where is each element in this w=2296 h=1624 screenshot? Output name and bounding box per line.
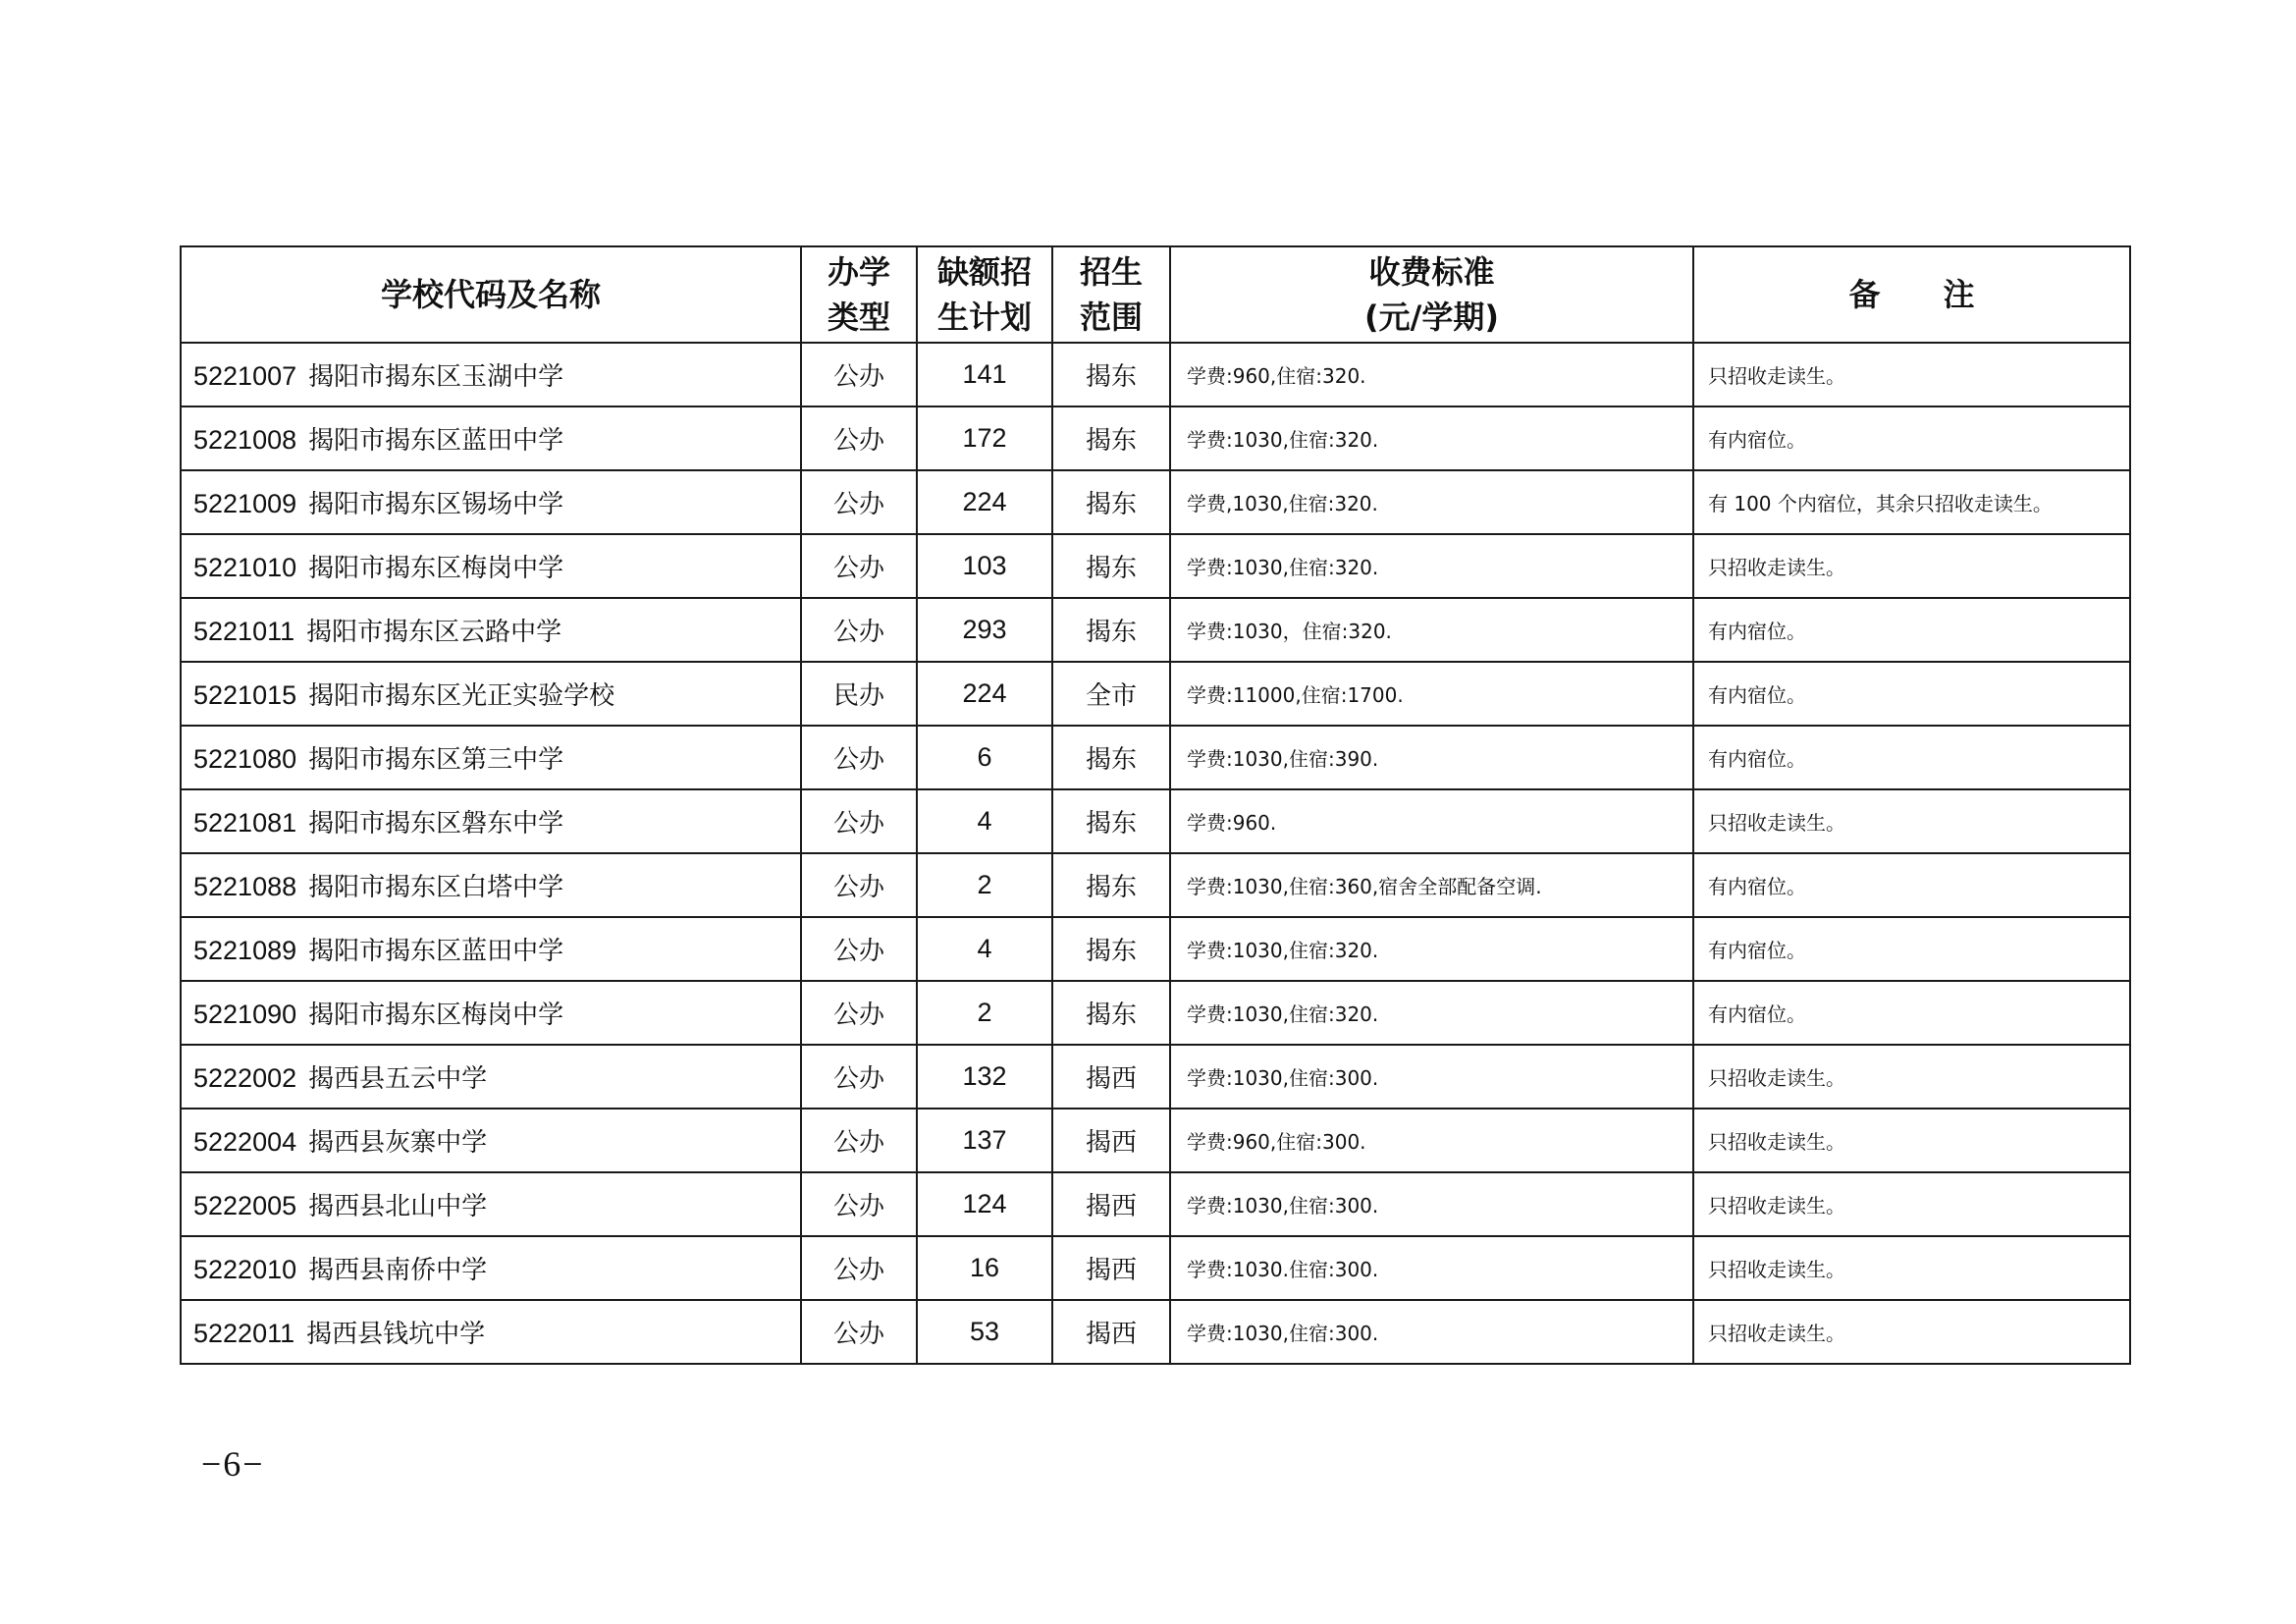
note-cell: 只招收走读生。 (1693, 1109, 2130, 1172)
note-cell: 有内宿位。 (1693, 726, 2130, 789)
range-cell: 揭西 (1052, 1045, 1170, 1109)
type-cell: 公办 (801, 1236, 917, 1300)
range-cell: 揭西 (1052, 1109, 1170, 1172)
school-cell (181, 598, 801, 662)
fee-cell: 学费:960,住宿:320. (1170, 343, 1693, 406)
fee-cell: 学费:1030.住宿:300. (1170, 1236, 1693, 1300)
school-cell (181, 981, 801, 1045)
type-cell: 公办 (801, 1109, 917, 1172)
school-code: 5222010 (193, 1255, 297, 1284)
fee-cell: 学费:1030，住宿:320. (1170, 598, 1693, 662)
note-cell: 有内宿位。 (1693, 662, 2130, 726)
header-row (181, 246, 2130, 343)
table-row (181, 789, 2130, 853)
range-cell: 揭东 (1052, 406, 1170, 470)
range-cell: 揭东 (1052, 534, 1170, 598)
note-cell: 只招收走读生。 (1693, 789, 2130, 853)
quota-cell: 172 (917, 406, 1052, 470)
quota-cell: 2 (917, 853, 1052, 917)
note-cell: 有 100 个内宿位，其余只招收走读生。 (1693, 470, 2130, 534)
school-name: 揭阳市揭东区梅岗中学 (308, 1001, 564, 1030)
header-quota: 缺额招 生计划 (917, 246, 1052, 343)
school-name: 揭阳市揭东区蓝田中学 (308, 426, 564, 456)
quota-cell: 53 (917, 1300, 1052, 1364)
school-code: 5222005 (193, 1191, 297, 1220)
quota-cell: 4 (917, 789, 1052, 853)
school-name: 揭阳市揭东区蓝田中学 (308, 937, 564, 966)
school-cell (181, 1300, 801, 1364)
note-cell: 只招收走读生。 (1693, 343, 2130, 406)
school-code: 5221080 (193, 744, 297, 774)
school-code: 5221089 (193, 936, 297, 965)
quota-cell: 103 (917, 534, 1052, 598)
table-row (181, 662, 2130, 726)
school-code: 5221088 (193, 872, 297, 901)
fee-cell: 学费:1030,住宿:320. (1170, 981, 1693, 1045)
fee-cell: 学费:960,住宿:300. (1170, 1109, 1693, 1172)
type-cell: 公办 (801, 470, 917, 534)
table-row (181, 343, 2130, 406)
quota-cell: 16 (917, 1236, 1052, 1300)
enrollment-table (180, 245, 2131, 1365)
school-cell (181, 853, 801, 917)
school-code: 5222002 (193, 1063, 297, 1093)
fee-cell: 学费:11000,住宿:1700. (1170, 662, 1693, 726)
quota-cell: 137 (917, 1109, 1052, 1172)
school-name: 揭阳市揭东区锡场中学 (308, 490, 564, 519)
note-cell: 只招收走读生。 (1693, 534, 2130, 598)
school-code: 5221009 (193, 489, 297, 518)
school-code: 5221015 (193, 680, 297, 710)
school-name: 揭阳市揭东区白塔中学 (308, 873, 564, 902)
quota-cell: 4 (917, 917, 1052, 981)
range-cell: 揭西 (1052, 1172, 1170, 1236)
table-row (181, 917, 2130, 981)
table-row (181, 1300, 2130, 1364)
school-cell (181, 1236, 801, 1300)
school-name: 揭阳市揭东区光正实验学校 (308, 681, 615, 711)
type-cell: 公办 (801, 789, 917, 853)
range-cell: 揭东 (1052, 470, 1170, 534)
school-name: 揭西县钱坑中学 (306, 1320, 486, 1349)
header-school-name: 学校代码及名称 (181, 246, 801, 343)
fee-cell: 学费,1030,住宿:320. (1170, 470, 1693, 534)
school-code: 5221008 (193, 425, 297, 455)
fee-cell: 学费:960. (1170, 789, 1693, 853)
type-cell: 公办 (801, 726, 917, 789)
school-code: 5221010 (193, 553, 297, 582)
school-cell (181, 917, 801, 981)
school-cell (181, 470, 801, 534)
note-cell: 只招收走读生。 (1693, 1172, 2130, 1236)
school-name: 揭阳市揭东区第三中学 (308, 745, 564, 775)
table-row (181, 853, 2130, 917)
type-cell: 公办 (801, 1045, 917, 1109)
type-cell: 公办 (801, 343, 917, 406)
school-name: 揭阳市揭东区云路中学 (306, 618, 562, 647)
quota-cell: 2 (917, 981, 1052, 1045)
fee-cell: 学费:1030,住宿:320. (1170, 917, 1693, 981)
quota-cell: 293 (917, 598, 1052, 662)
range-cell: 揭东 (1052, 917, 1170, 981)
note-cell: 只招收走读生。 (1693, 1300, 2130, 1364)
table-row (181, 1109, 2130, 1172)
quota-cell: 224 (917, 470, 1052, 534)
school-name: 揭西县南侨中学 (308, 1256, 488, 1285)
school-code: 5221090 (193, 1000, 297, 1029)
school-code: 5221007 (193, 361, 297, 391)
school-name: 揭阳市揭东区玉湖中学 (308, 362, 564, 392)
fee-cell: 学费:1030,住宿:320. (1170, 406, 1693, 470)
page-number: −6− (201, 1444, 265, 1484)
quota-cell: 224 (917, 662, 1052, 726)
note-cell: 只招收走读生。 (1693, 1236, 2130, 1300)
range-cell: 揭东 (1052, 726, 1170, 789)
table-row (181, 1236, 2130, 1300)
header-fee: 收费标准 (元/学期) (1170, 246, 1693, 343)
fee-cell: 学费:1030,住宿:300. (1170, 1045, 1693, 1109)
note-cell: 只招收走读生。 (1693, 1045, 2130, 1109)
type-cell: 公办 (801, 534, 917, 598)
table-row (181, 1172, 2130, 1236)
range-cell: 揭东 (1052, 598, 1170, 662)
quota-cell: 124 (917, 1172, 1052, 1236)
type-cell: 公办 (801, 917, 917, 981)
range-cell: 揭东 (1052, 789, 1170, 853)
note-cell: 有内宿位。 (1693, 853, 2130, 917)
school-code: 5222011 (193, 1319, 295, 1348)
school-cell (181, 343, 801, 406)
range-cell: 揭东 (1052, 981, 1170, 1045)
school-cell (181, 726, 801, 789)
header-type: 办学 类型 (801, 246, 917, 343)
header-range: 招生 范围 (1052, 246, 1170, 343)
school-cell (181, 1109, 801, 1172)
school-cell (181, 534, 801, 598)
fee-cell: 学费:1030,住宿:320. (1170, 534, 1693, 598)
table-row (181, 726, 2130, 789)
quota-cell: 6 (917, 726, 1052, 789)
type-cell: 公办 (801, 598, 917, 662)
note-cell: 有内宿位。 (1693, 598, 2130, 662)
table-row (181, 598, 2130, 662)
school-cell (181, 1045, 801, 1109)
school-code: 5221081 (193, 808, 297, 838)
table-body (181, 343, 2130, 1364)
range-cell: 揭东 (1052, 853, 1170, 917)
header-note: 备 注 (1693, 246, 2130, 343)
table-row (181, 534, 2130, 598)
school-cell (181, 1172, 801, 1236)
type-cell: 公办 (801, 1300, 917, 1364)
school-name: 揭阳市揭东区梅岗中学 (308, 554, 564, 583)
school-cell (181, 662, 801, 726)
school-name: 揭西县北山中学 (308, 1192, 488, 1221)
quota-cell: 141 (917, 343, 1052, 406)
school-cell (181, 406, 801, 470)
type-cell: 公办 (801, 1172, 917, 1236)
fee-cell: 学费:1030,住宿:360,宿舍全部配备空调. (1170, 853, 1693, 917)
table-row (181, 981, 2130, 1045)
note-cell: 有内宿位。 (1693, 917, 2130, 981)
quota-cell: 132 (917, 1045, 1052, 1109)
fee-cell: 学费:1030,住宿:390. (1170, 726, 1693, 789)
range-cell: 揭东 (1052, 343, 1170, 406)
table-row (181, 406, 2130, 470)
school-name: 揭西县灰寨中学 (308, 1128, 488, 1158)
type-cell: 公办 (801, 406, 917, 470)
school-cell (181, 789, 801, 853)
table-row (181, 470, 2130, 534)
type-cell: 公办 (801, 853, 917, 917)
range-cell: 揭西 (1052, 1236, 1170, 1300)
note-cell: 有内宿位。 (1693, 981, 2130, 1045)
fee-cell: 学费:1030,住宿:300. (1170, 1172, 1693, 1236)
school-code: 5221011 (193, 617, 295, 646)
school-name: 揭西县五云中学 (308, 1064, 488, 1094)
fee-cell: 学费:1030,住宿:300. (1170, 1300, 1693, 1364)
note-cell: 有内宿位。 (1693, 406, 2130, 470)
type-cell: 民办 (801, 662, 917, 726)
range-cell: 全市 (1052, 662, 1170, 726)
school-name: 揭阳市揭东区磐东中学 (308, 809, 564, 839)
school-code: 5222004 (193, 1127, 297, 1157)
type-cell: 公办 (801, 981, 917, 1045)
table-row (181, 1045, 2130, 1109)
range-cell: 揭西 (1052, 1300, 1170, 1364)
